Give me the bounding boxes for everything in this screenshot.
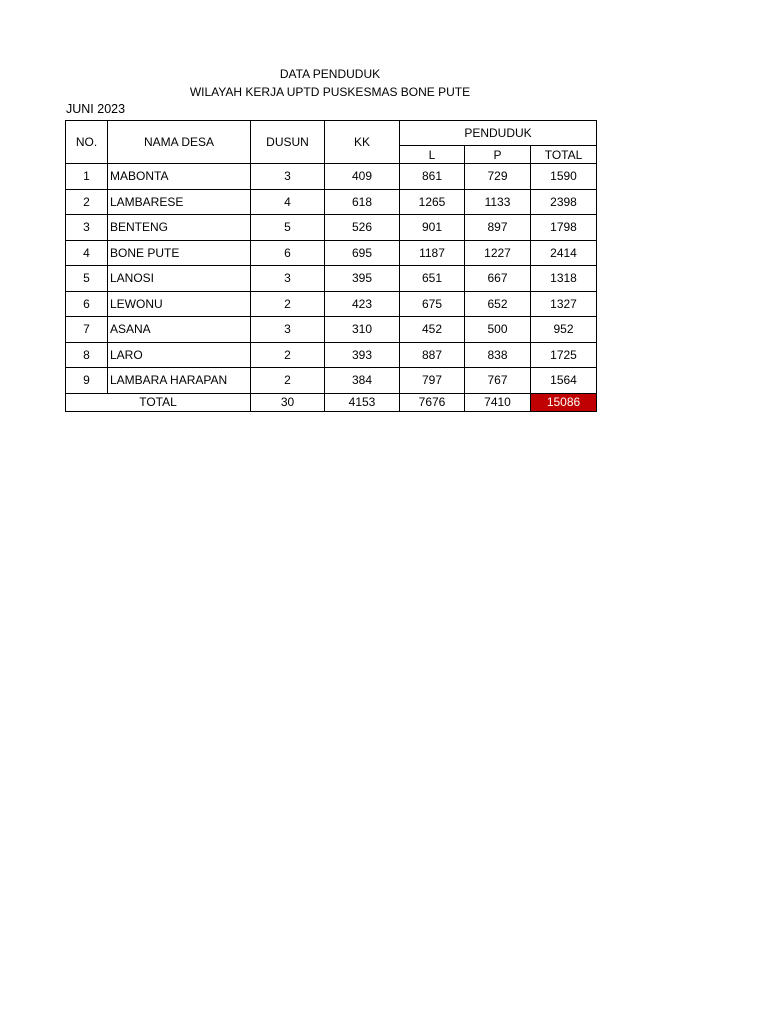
- cell-no: 5: [66, 266, 108, 292]
- cell-total: 2414: [531, 240, 597, 266]
- cell-total: 1590: [531, 164, 597, 190]
- cell-l: 675: [400, 291, 465, 317]
- cell-no: 2: [66, 189, 108, 215]
- cell-l: 901: [400, 215, 465, 241]
- column-header-total: TOTAL: [531, 146, 597, 164]
- cell-l: 1265: [400, 189, 465, 215]
- column-header-penduduk: PENDUDUK: [400, 121, 597, 146]
- cell-p: 897: [465, 215, 531, 241]
- cell-no: 6: [66, 291, 108, 317]
- cell-no: 8: [66, 342, 108, 368]
- cell-l: 651: [400, 266, 465, 292]
- table-row: [66, 215, 597, 241]
- cell-nama-desa: LARO: [108, 342, 251, 368]
- cell-nama-desa: LEWONU: [108, 291, 251, 317]
- cell-kk: 395: [325, 266, 400, 292]
- cell-nama-desa: LANOSI: [108, 266, 251, 292]
- column-header-l: L: [400, 146, 465, 164]
- cell-p: 1133: [465, 189, 531, 215]
- cell-total: 1564: [531, 368, 597, 394]
- cell-total: 1327: [531, 291, 597, 317]
- cell-p: 1227: [465, 240, 531, 266]
- table-row: [66, 164, 597, 190]
- cell-total: 2398: [531, 189, 597, 215]
- cell-nama-desa: LAMBARESE: [108, 189, 251, 215]
- cell-total: 1798: [531, 215, 597, 241]
- cell-kk: 526: [325, 215, 400, 241]
- cell-nama-desa: BONE PUTE: [108, 240, 251, 266]
- column-header-dusun: DUSUN: [251, 121, 325, 164]
- table-row: [66, 368, 597, 394]
- cell-nama-desa: MABONTA: [108, 164, 251, 190]
- cell-dusun: 2: [251, 291, 325, 317]
- cell-dusun: 2: [251, 368, 325, 394]
- cell-dusun: 4: [251, 189, 325, 215]
- cell-no: 7: [66, 317, 108, 343]
- cell-l: 887: [400, 342, 465, 368]
- table-row: [66, 266, 597, 292]
- report-period: JUNI 2023: [66, 102, 126, 116]
- population-table: [65, 120, 597, 412]
- cell-p: 729: [465, 164, 531, 190]
- document-title: DATA PENDUDUK: [279, 67, 381, 81]
- cell-nama-desa: LAMBARA HARAPAN: [108, 368, 251, 394]
- cell-p: 652: [465, 291, 531, 317]
- cell-dusun: 3: [251, 164, 325, 190]
- cell-p: 500: [465, 317, 531, 343]
- table-row: [66, 317, 597, 343]
- cell-no: 1: [66, 164, 108, 190]
- table-row: [66, 189, 597, 215]
- cell-total: 1318: [531, 266, 597, 292]
- cell-p: 667: [465, 266, 531, 292]
- cell-l: 861: [400, 164, 465, 190]
- cell-dusun: 6: [251, 240, 325, 266]
- column-header-nama-desa: NAMA DESA: [108, 121, 251, 164]
- cell-p: 838: [465, 342, 531, 368]
- totals-p: 7410: [465, 393, 531, 411]
- cell-nama-desa: BENTENG: [108, 215, 251, 241]
- cell-kk: 409: [325, 164, 400, 190]
- cell-l: 1187: [400, 240, 465, 266]
- cell-dusun: 5: [251, 215, 325, 241]
- cell-p: 767: [465, 368, 531, 394]
- document-subtitle: WILAYAH KERJA UPTD PUSKESMAS BONE PUTE: [189, 85, 471, 99]
- cell-kk: 384: [325, 368, 400, 394]
- cell-kk: 310: [325, 317, 400, 343]
- cell-dusun: 2: [251, 342, 325, 368]
- cell-kk: 423: [325, 291, 400, 317]
- cell-total: 1725: [531, 342, 597, 368]
- cell-kk: 393: [325, 342, 400, 368]
- cell-kk: 695: [325, 240, 400, 266]
- cell-no: 3: [66, 215, 108, 241]
- table-row: [66, 291, 597, 317]
- cell-dusun: 3: [251, 317, 325, 343]
- column-header-p: P: [465, 146, 531, 164]
- totals-kk: 4153: [325, 393, 400, 411]
- table-row: [66, 342, 597, 368]
- cell-total: 952: [531, 317, 597, 343]
- totals-dusun: 30: [251, 393, 325, 411]
- cell-no: 4: [66, 240, 108, 266]
- totals-label: TOTAL: [66, 393, 251, 411]
- totals-l: 7676: [400, 393, 465, 411]
- table-row: [66, 240, 597, 266]
- column-header-no: NO.: [66, 121, 108, 164]
- cell-l: 797: [400, 368, 465, 394]
- cell-dusun: 3: [251, 266, 325, 292]
- column-header-kk: KK: [325, 121, 400, 164]
- cell-l: 452: [400, 317, 465, 343]
- totals-grand-total: 15086: [531, 393, 597, 411]
- cell-kk: 618: [325, 189, 400, 215]
- cell-nama-desa: ASANA: [108, 317, 251, 343]
- totals-row: [66, 393, 597, 411]
- cell-no: 9: [66, 368, 108, 394]
